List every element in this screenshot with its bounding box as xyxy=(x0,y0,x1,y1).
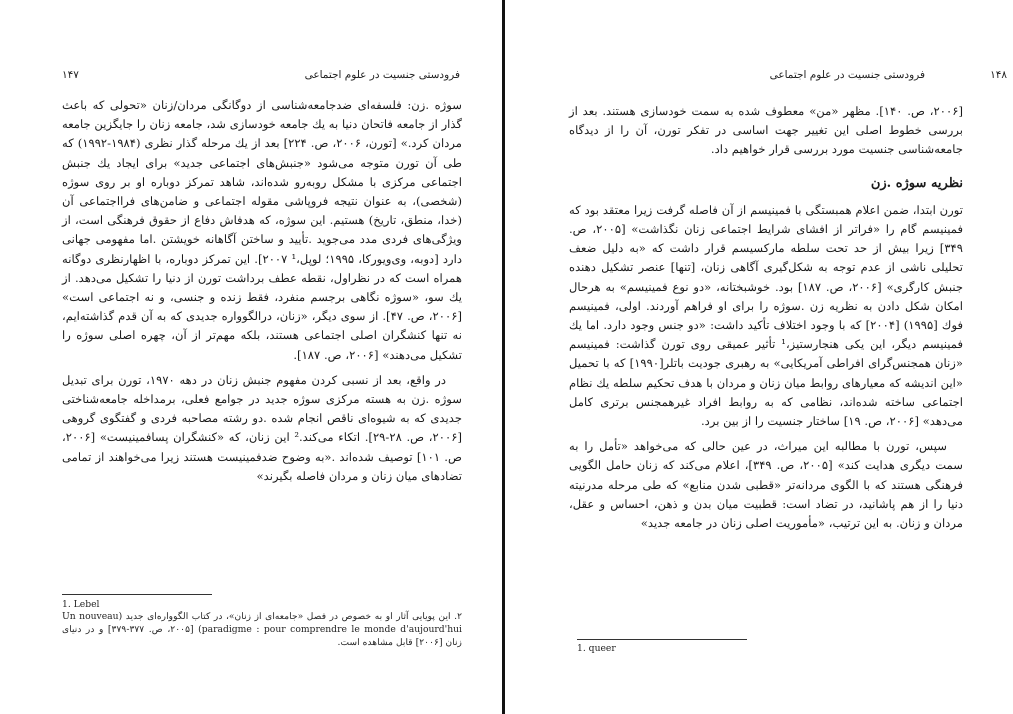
right-intro-paragraph: [۲۰۰۶، ص. ۱۴۰]. مظهر «من» معطوف شده به سمت خودسازی هستند. بعد از بررسی خطوط اصلی این تغییر جهت اساسی در تفکر تورن، آن را از دیدگاه جامعه‌شناسی جنسیت مورد بررسی قرار خواهیم داد. xyxy=(569,104,963,157)
right-page-number: ۱۴۸ xyxy=(990,69,1007,81)
left-footnote-rule xyxy=(62,594,212,595)
section-heading: نظریه سوژه .زن xyxy=(870,175,963,191)
left-footnote-2: ۲. این پویایی آثار او به خصوص در فصل «جامعه‌ای از زنان»، در کتاب الگوواره‌ای جدید (Un nouveau paradigme : pour comprendre le monde d'aujourd'hui) [۲۰۰۵، ص. ۳۷۷-۳۷۹] و در دنیای زنان [۲۰۰۶] قابل مشاهده است. xyxy=(62,611,462,648)
right-body-text xyxy=(569,102,963,539)
right-paragraph-2: سپس، تورن با مطالبه این میراث، در عین حالی که می‌خواهد «تأمل را به سمت دیگری هدایت کند» [۲۰۰۵، ص. ۳۴۹]، اعلام می‌کند که زنان حامل الگویی فرهنگی هستند که با الگوی مردانه‌تر «قطبی شدن منابع» که طی مرحله مدرنیته دنیا را از هم پاشانید، در تضاد است: قطبیت میان بدن و ذهن، احساس و عقل، مردان و زنان. به این ترتیب، «مأموریت اصلی زنان در جامعه جدید» xyxy=(569,439,963,531)
left-running-title: فرودستی جنسیت در علوم اجتماعی xyxy=(304,69,460,81)
left-paragraph-1: سوژه .زن: فلسفه‌ای ضدجامعه‌شناسی از دوگانگی مردان/زنان «تحولی که باعث گذار از جامعه فاتحان دنیا به یك جامعه خودسازی شد، جامعه زنان را جایگزین جامعه مردان کرد.» [تورن، ۲۰۰۶، ص. ۲۲۴] بعد از یك مرحله گذار نظری (۱۹۸۴-۱۹۹۲) که طی آن تورن متوجه می‌شود «جنبش‌های اجتماعی جدید» برای ایجاد یك جنبش اجتماعی مرکزی با مشکل روبه‌رو شده‌اند، شاهد تمرکز دوباره او بر روی سوژه (شخصی)، به عنوان نتیجه فروپاشی مقوله اجتماعی و ضامن‌های فرااجتماعی آن (خدا، منطق، تاریخ) هستیم. این سوژه، که هدفاش دفاع از حقوق فرهنگی است، از ویژگی‌های فردی مدد می‌جوید .تأیید و ساختن آگاهانه خویشتن .اما مفهومی جهانی دارد [دوبه، وی‌ویورکا، ۱۹۹۵؛ لوپل،¹ ۲۰۰۷]. این تمرکز دوباره، با اظهارنظری دوگانه همراه است که در نظراول، نقطه عطف برداشت تورن از دنیا را تشکیل می‌دهد. از یك سو، «سوژه نگاهی برجسم منفرد، فقط زنده و جنسی، و نه اجتماعی است» [۲۰۰۶، ص. ۴۷]. از سوی دیگر، «زنان، درالگوواره جدیدی که به آن قدم گذاشته‌ایم، نه تنها کنشگران اصلی اجتماعی هستند، بلکه مهم‌تر از آن، چهره اصلی سوژه را تشکیل می‌دهند» [۲۰۰۶، ص. ۱۸۷]. xyxy=(62,98,462,362)
left-running-header xyxy=(62,66,460,84)
right-footnote-rule xyxy=(577,639,747,640)
right-paragraph-1: تورن ابتدا، ضمن اعلام همبستگی با فمینیسم از آن فاصله گرفت زیرا معتقد بود که فمینیسم گام را «فراتر از افشای شرایط اجتماعی زنان نگذاشت» [۲۰۰۵، ص. ۳۴۹] زیرا بیش از حد تحت سلطه مارکسیسم قرار داشت که «به دلیل ضعف تحلیلی ناشی از عدم توجه به شکل‌گیری آگاهی زنان، [تنها] عنصر تشکیل دهنده جنبش کارگری» [۲۰۰۶، ص. ۱۸۷] بود. خوشبختانه، «دو نوع فمینیسم» به هرحال امکان شکل دادن به نظریه زن .سوژه را برای او فراهم آوردند. اولی، فمینیسم فوك [۱۹۹۵) [۲۰۰۴] که با وجود اختلاف تأکید داشت: «دو جنس وجود دارد. اما یك فمینیسم دیگر، این یکی هنجارستیز،¹ تأثیر عمیقی روی تورن گذاشت: فمینیسم «زنان همجنس‌گرای افراطی آمریکایی» به رهبری جودیت باتلر[۱۹۹۰] که با تحمیل «این اندیشه که معیارهای روابط میان زنان و مردان با هدف تحکیم سلطه یك نظام اجتماعی ساخته شده‌اند، نظامی که به روابط افراد غیرهمجنس برتری کامل می‌دهد» [۲۰۰۶، ص. ۱۹] ساختار جنسیت را از بین برد. xyxy=(569,202,964,429)
right-running-title: فرودستی جنسیت در علوم اجتماعی xyxy=(769,69,925,81)
left-page-number: ۱۴۷ xyxy=(62,69,79,81)
right-running-header xyxy=(745,66,1007,84)
left-footnote-1: 1. Lebel xyxy=(62,599,100,610)
left-paragraph-2: در واقع، بعد از نسبی کردن مفهوم جنبش زنان در دهه ۱۹۷۰، تورن برای تبدیل سوژه .زن به هسته مرکزی سوژه جدید در جوامع فعلی، برمداخله جامعه‌شناختی جدیدی که به شیوه‌ای ناقص انجام شده .دو رشته مصاحبه فردی و گفتگوی گروهی [۲۰۰۶، ص. ۲۸-۲۹]. اتکاء می‌کند.² این زنان، که «کنشگران پسافمینیست» [۲۰۰۶، ص. ۱۰۱] توصیف شده‌اند .«به وضوح ضدفمینیست هستند زیرا می‌خواهند از تمامی تضادهای میان زنان و مردان فاصله بگیرند» xyxy=(62,372,463,483)
left-page xyxy=(0,0,503,714)
right-page xyxy=(505,0,1013,714)
left-body-text xyxy=(62,96,462,492)
right-footnote-1: 1. queer xyxy=(577,643,616,654)
